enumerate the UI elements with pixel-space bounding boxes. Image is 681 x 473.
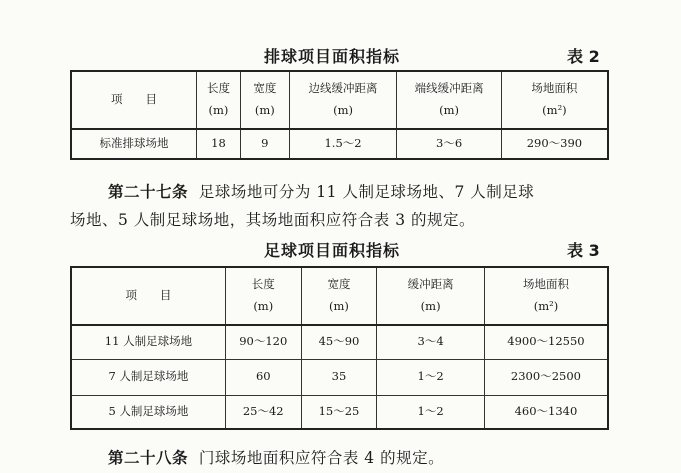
table-cell: 1～2 (377, 395, 485, 429)
table3-header-length: 长度 (m) (225, 267, 301, 325)
table-cell: 18 (197, 129, 241, 159)
table-cell: 90～120 (225, 325, 301, 359)
table2-header-area: 场地面积 (m²) (501, 71, 608, 129)
table2 (70, 70, 609, 160)
table2-caption: 排球项目面积指标 (264, 47, 401, 66)
table-cell: 460～1340 (484, 395, 608, 429)
table-cell: 9 (240, 129, 289, 159)
table-cell: 15～25 (301, 395, 377, 429)
article27-line2: 场地、5 人制足球场地，其场地面积应符合表 3 的规定。 (70, 211, 476, 229)
table-row (71, 359, 608, 395)
table3-number: 表 3 (567, 241, 600, 260)
table-cell: 1.5～2 (289, 129, 397, 159)
table-cell: 5 人制足球场地 (71, 395, 225, 429)
table-cell: 3～6 (397, 129, 502, 159)
article27-line1 (108, 180, 534, 202)
table3-header-width: 宽度 (m) (301, 267, 377, 325)
article28-line (108, 446, 444, 468)
table-cell: 3～4 (377, 325, 485, 359)
article27-text-1: 足球场地可分为 11 人制足球场地、7 人制足球 (198, 183, 535, 201)
table-cell: 1～2 (377, 359, 485, 395)
table-cell: 标准排球场地 (71, 129, 197, 159)
article28-text: 门球场地面积应符合表 4 的规定。 (198, 449, 445, 467)
table2-header-sideline-buffer: 边线缓冲距离 (m) (289, 71, 397, 129)
table-cell: 2300～2500 (484, 359, 608, 395)
table2-header-endline-buffer: 端线缓冲距离 (m) (397, 71, 502, 129)
table3-header-buffer: 缓冲距离 (m) (377, 267, 485, 325)
table2-header-row (71, 71, 608, 129)
table3-header-item: 项 目 (71, 267, 225, 325)
table-row (71, 325, 608, 359)
article27-label: 第二十七条 (108, 183, 189, 201)
table2-header-item: 项 目 (71, 71, 197, 129)
table-cell: 7 人制足球场地 (71, 359, 225, 395)
table2-header-length: 长度 (m) (197, 71, 241, 129)
table-cell: 45～90 (301, 325, 377, 359)
table-row (71, 395, 608, 429)
table3-header-row (71, 267, 608, 325)
table-cell: 35 (301, 359, 377, 395)
table-cell: 25～42 (225, 395, 301, 429)
table-cell: 4900～12550 (484, 325, 608, 359)
table3-caption: 足球项目面积指标 (264, 241, 401, 260)
table-cell: 60 (225, 359, 301, 395)
table3 (70, 266, 609, 430)
table-cell: 290～390 (501, 129, 608, 159)
table-row (71, 129, 608, 159)
table-cell: 11 人制足球场地 (71, 325, 225, 359)
article28-label: 第二十八条 (108, 449, 189, 467)
table2-header-width: 宽度 (m) (240, 71, 289, 129)
table2-number: 表 2 (567, 47, 600, 66)
table3-header-area: 场地面积 (m²) (484, 267, 608, 325)
